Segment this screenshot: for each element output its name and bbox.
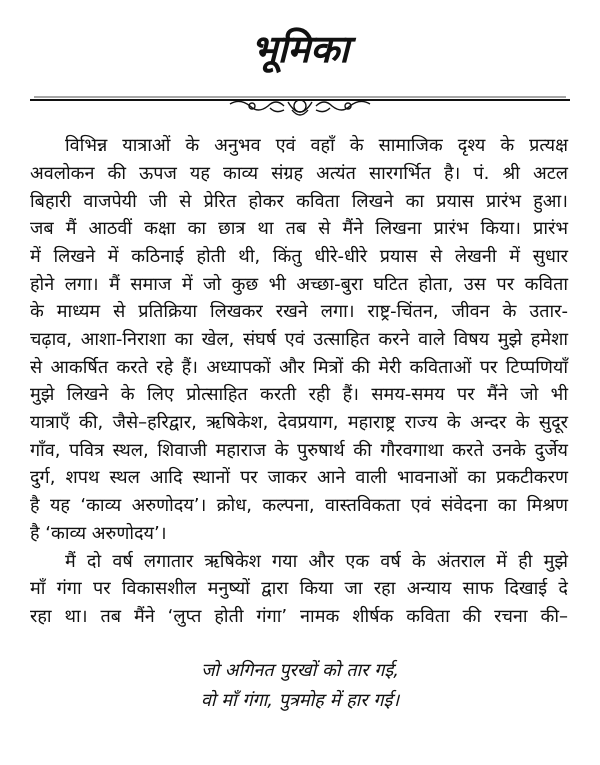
text-line: चढ़ाव, आशा-निराशा का खेल, संघर्ष एवं उत्साहित करने वाले विषय मुझे हमेशा (30, 329, 568, 350)
text-line: विभिन्न यात्राओं के अनुभव एवं वहाँ के सामाजिक दृश्य के प्रत्यक्ष (65, 135, 568, 156)
text-line: बिहारी वाजपेयी जी से प्रेरित होकर कविता लिखने का प्रयास प्रारंभ हुआ। (30, 191, 568, 212)
poem-line: जो अगिनत पुरखों को तार गई, (201, 660, 399, 681)
page-title: भूमिका (250, 27, 350, 71)
text-line: के माध्यम से प्रतिक्रिया लिखकर रखने लगा। राष्ट्र-चिंतन, जीवन के उतार- (30, 301, 568, 322)
text-line: मैं दो वर्ष लगातार ऋषिकेश गया और एक वर्ष के अंतराल में ही मुझे (65, 551, 568, 572)
text-line: में लिखने में कठिनाई होती थी, किंतु धीरे-धीरे प्रयास से लेखनी में सुधार (30, 246, 568, 267)
text-line: यात्राएँ की, जैसे–हरिद्वार, ऋषिकेश, देवप्रयाग, महाराष्ट्र राज्य के अन्दर के सुदूर (30, 412, 568, 433)
text-line: से आकर्षित करते रहे हैं। अध्यापकों और मित्रों की मेरी कविताओं पर टिप्पणियाँ (30, 357, 568, 378)
text-line: गाँव, पवित्र स्थल, शिवाजी महाराज के पुरुषार्थ की गौरवगाथा करते उनके दुर्जेय (30, 440, 568, 461)
poem-line: वो माँ गंगा, पुत्रमोह में हार गई। (200, 690, 400, 711)
text-line: होने लगा। मैं समाज में जो कुछ भी अच्छा-बुरा घटित होता, उस पर कविता (30, 274, 568, 295)
text-line: जब मैं आठवीं कक्षा का छात्र था तब से मैंने लिखना प्रारंभ किया। प्रारंभ (30, 218, 568, 239)
ornamental-divider (30, 92, 570, 122)
text-line: दुर्ग, शपथ स्थल आदि स्थानों पर जाकर आने वाली भावनाओं का प्रकटीकरण (30, 467, 568, 488)
text-line: माँ गंगा पर विकासशील मनुष्यों द्वारा किया जा रहा अन्याय साफ दिखाई दे (30, 578, 568, 599)
text-line: है यह ‘काव्य अरुणोदय’। क्रोध, कल्पना, वास्तविकता एवं संवेदना का मिश्रण (30, 495, 568, 516)
text-line: मुझे लिखने के लिए प्रोत्साहित करती रही हैं। समय-समय पर मैंने जो भी (30, 384, 568, 405)
text-line: अवलोकन की ऊपज यह काव्य संग्रह अत्यंत सारगर्भित है। पं. श्री अटल (30, 163, 568, 184)
text-line: रहा था। तब मैंने ‘लुप्त होती गंगा’ नामक शीर्षक कविता की रचना की– (30, 606, 568, 627)
text-line: है ‘काव्य अरुणोदय’। (30, 523, 167, 544)
